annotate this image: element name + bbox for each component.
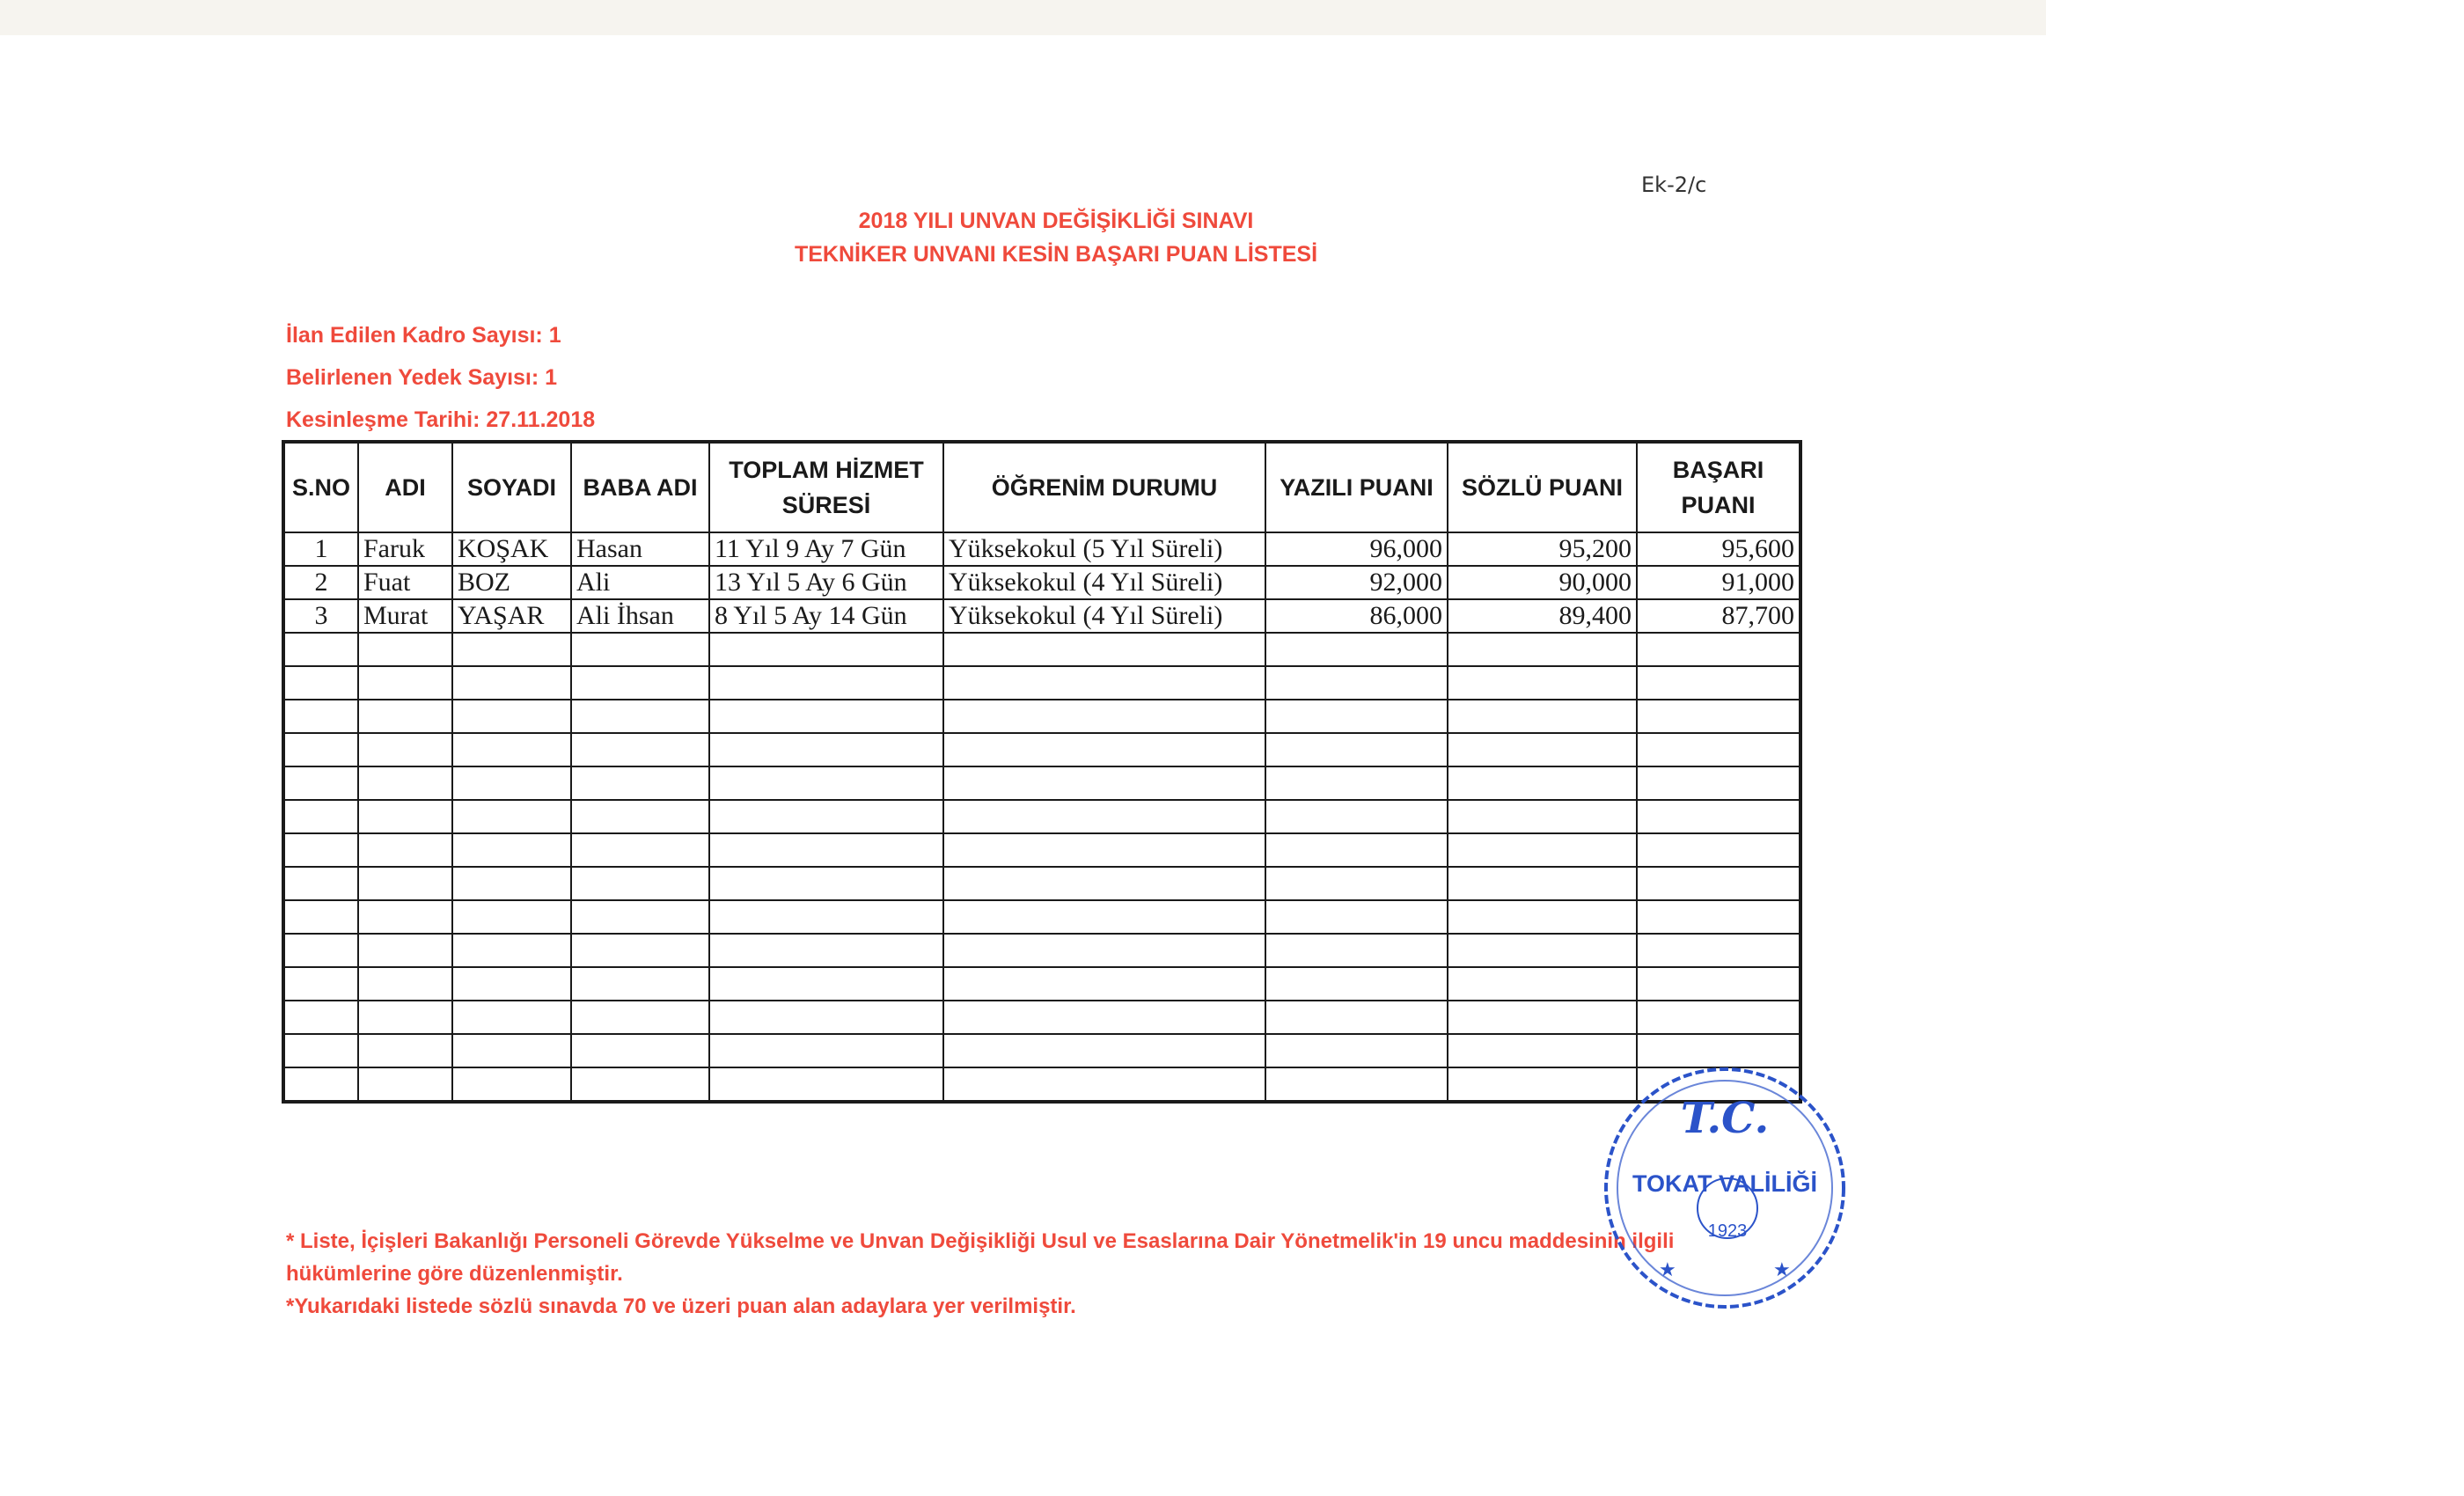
empty-cell	[943, 934, 1265, 967]
empty-cell	[943, 633, 1265, 666]
empty-cell	[283, 833, 358, 867]
cell-yazili-puani: 86,000	[1265, 599, 1448, 633]
empty-cell	[571, 766, 709, 800]
empty-cell	[1265, 1067, 1448, 1102]
empty-cell	[571, 733, 709, 766]
empty-cell	[283, 900, 358, 934]
empty-cell	[1637, 867, 1800, 900]
empty-cell	[358, 867, 452, 900]
cell-sno: 3	[283, 599, 358, 633]
empty-cell	[358, 666, 452, 700]
document-title: 2018 YILI UNVAN DEĞİŞİKLİĞİ SINAVI	[858, 209, 1254, 233]
finalization-date: Kesinleşme Tarihi: 27.11.2018	[286, 407, 596, 432]
empty-cell	[358, 766, 452, 800]
empty-cell	[1448, 666, 1637, 700]
table-row-empty	[283, 766, 1800, 800]
empty-cell	[709, 633, 943, 666]
empty-cell	[709, 900, 943, 934]
empty-cell	[1448, 833, 1637, 867]
table-row-empty	[283, 666, 1800, 700]
empty-cell	[571, 833, 709, 867]
header-sno: S.NO	[283, 442, 358, 532]
empty-cell	[709, 766, 943, 800]
cell-yazili-puani: 96,000	[1265, 532, 1448, 566]
annex-label: Ek-2/c	[1641, 172, 1707, 197]
empty-cell	[358, 1067, 452, 1102]
empty-cell	[709, 1001, 943, 1034]
cell-basari-puani: 87,700	[1637, 599, 1800, 633]
empty-cell	[571, 967, 709, 1001]
empty-cell	[709, 666, 943, 700]
table-row	[283, 566, 1800, 599]
empty-cell	[943, 967, 1265, 1001]
kadro-count: İlan Edilen Kadro Sayısı: 1	[286, 323, 561, 348]
table-row-empty	[283, 833, 1800, 867]
header-ogrenim-durumu: ÖĞRENİM DURUMU	[943, 442, 1265, 532]
empty-cell	[571, 800, 709, 833]
empty-cell	[1448, 733, 1637, 766]
empty-cell	[283, 666, 358, 700]
empty-cell	[571, 700, 709, 733]
empty-cell	[1265, 633, 1448, 666]
table-row-empty	[283, 800, 1800, 833]
empty-cell	[1637, 833, 1800, 867]
empty-cell	[283, 633, 358, 666]
empty-cell	[1448, 900, 1637, 934]
empty-cell	[283, 766, 358, 800]
scan-top-band	[0, 0, 2046, 35]
empty-cell	[283, 967, 358, 1001]
empty-cell	[1637, 934, 1800, 967]
empty-cell	[943, 833, 1265, 867]
empty-cell	[709, 800, 943, 833]
empty-cell	[1265, 934, 1448, 967]
cell-sozlu-puani: 90,000	[1448, 566, 1637, 599]
empty-cell	[1637, 967, 1800, 1001]
empty-cell	[1637, 900, 1800, 934]
empty-cell	[1448, 967, 1637, 1001]
cell-soyadi: YAŞAR	[452, 599, 571, 633]
empty-cell	[571, 1067, 709, 1102]
empty-cell	[1265, 900, 1448, 934]
cell-hizmet-suresi: 11 Yıl 9 Ay 7 Gün	[709, 532, 943, 566]
empty-cell	[1637, 1001, 1800, 1034]
cell-adi: Faruk	[358, 532, 452, 566]
empty-cell	[571, 934, 709, 967]
cell-sozlu-puani: 95,200	[1448, 532, 1637, 566]
cell-hizmet-suresi: 13 Yıl 5 Ay 6 Gün	[709, 566, 943, 599]
cell-ogrenim-durumu: Yüksekokul (4 Yıl Süreli)	[943, 566, 1265, 599]
empty-cell	[452, 766, 571, 800]
empty-cell	[1265, 733, 1448, 766]
empty-cell	[358, 1001, 452, 1034]
empty-cell	[283, 867, 358, 900]
empty-cell	[1637, 766, 1800, 800]
empty-cell	[1448, 934, 1637, 967]
footnote-regulation: * Liste, İçişleri Bakanlığı Personeli Görevde Yükselme ve Unvan Değişikliği Usul ve Esaslarına Dair Yönetmelik'in 19 uncu maddesinin ilgili	[286, 1229, 1675, 1253]
empty-cell	[452, 800, 571, 833]
empty-cell	[358, 800, 452, 833]
cell-yazili-puani: 92,000	[1265, 566, 1448, 599]
empty-cell	[452, 833, 571, 867]
empty-cell	[1265, 700, 1448, 733]
document-subtitle: TEKNİKER UNVANI KESİN BAŞARI PUAN LİSTESİ	[794, 242, 1318, 267]
empty-cell	[943, 1001, 1265, 1034]
table-row-empty	[283, 733, 1800, 766]
empty-cell	[1448, 1001, 1637, 1034]
cell-basari-puani: 95,600	[1637, 532, 1800, 566]
header-yazili-puani: YAZILI PUANI	[1265, 442, 1448, 532]
table-row-empty	[283, 700, 1800, 733]
empty-cell	[283, 700, 358, 733]
table-row-empty	[283, 867, 1800, 900]
empty-cell	[709, 733, 943, 766]
empty-cell	[943, 700, 1265, 733]
empty-cell	[1637, 633, 1800, 666]
results-table	[282, 440, 1802, 1104]
cell-sozlu-puani: 89,400	[1448, 599, 1637, 633]
empty-cell	[1448, 633, 1637, 666]
empty-cell	[571, 633, 709, 666]
empty-cell	[452, 700, 571, 733]
empty-cell	[1637, 733, 1800, 766]
empty-cell	[943, 1034, 1265, 1067]
empty-cell	[1637, 700, 1800, 733]
cell-baba-adi: Ali İhsan	[571, 599, 709, 633]
empty-cell	[709, 1067, 943, 1102]
empty-cell	[1265, 833, 1448, 867]
empty-cell	[943, 1067, 1265, 1102]
empty-cell	[571, 666, 709, 700]
empty-cell	[452, 934, 571, 967]
table-row-empty	[283, 934, 1800, 967]
scan-right-margin	[2046, 0, 2464, 1496]
header-basari-puani: BAŞARI PUANI	[1637, 442, 1800, 532]
table-row-empty	[283, 1034, 1800, 1067]
empty-cell	[1637, 800, 1800, 833]
empty-cell	[358, 1034, 452, 1067]
empty-cell	[358, 633, 452, 666]
empty-cell	[452, 1001, 571, 1034]
empty-cell	[709, 1034, 943, 1067]
cell-baba-adi: Hasan	[571, 532, 709, 566]
empty-cell	[358, 700, 452, 733]
empty-cell	[358, 900, 452, 934]
empty-cell	[283, 800, 358, 833]
header-sozlu-puani: SÖZLÜ PUANI	[1448, 442, 1637, 532]
cell-sno: 1	[283, 532, 358, 566]
empty-cell	[1265, 867, 1448, 900]
empty-cell	[1448, 867, 1637, 900]
footnote-oral-exam: *Yukarıdaki listede sözlü sınavda 70 ve üzeri puan alan adaylara yer verilmiştir.	[286, 1294, 1076, 1318]
empty-cell	[452, 867, 571, 900]
empty-cell	[358, 833, 452, 867]
header-hizmet-suresi: TOPLAM HİZMET SÜRESİ	[709, 442, 943, 532]
empty-cell	[452, 1067, 571, 1102]
empty-cell	[1448, 800, 1637, 833]
empty-cell	[709, 934, 943, 967]
cell-sno: 2	[283, 566, 358, 599]
cell-soyadi: KOŞAK	[452, 532, 571, 566]
empty-cell	[943, 766, 1265, 800]
table-body	[283, 532, 1800, 1102]
empty-cell	[943, 800, 1265, 833]
table-row	[283, 599, 1800, 633]
cell-hizmet-suresi: 8 Yıl 5 Ay 14 Gün	[709, 599, 943, 633]
cell-adi: Murat	[358, 599, 452, 633]
seal-initials: T.C.	[1680, 1094, 1770, 1143]
empty-cell	[283, 1001, 358, 1034]
seal-year: 1923	[1707, 1221, 1748, 1241]
empty-cell	[358, 733, 452, 766]
svg-text:★: ★	[1659, 1259, 1676, 1281]
empty-cell	[452, 633, 571, 666]
empty-cell	[1265, 1001, 1448, 1034]
empty-cell	[943, 733, 1265, 766]
header-adi: ADI	[358, 442, 452, 532]
empty-cell	[571, 900, 709, 934]
table-row-empty	[283, 1067, 1800, 1102]
empty-cell	[1265, 666, 1448, 700]
table-row-empty	[283, 633, 1800, 666]
empty-cell	[452, 900, 571, 934]
empty-cell	[943, 666, 1265, 700]
yedek-count: Belirlenen Yedek Sayısı: 1	[286, 365, 558, 390]
empty-cell	[358, 934, 452, 967]
table-row	[283, 532, 1800, 566]
table-row-empty	[283, 900, 1800, 934]
cell-adi: Fuat	[358, 566, 452, 599]
empty-cell	[1448, 700, 1637, 733]
empty-cell	[283, 934, 358, 967]
empty-cell	[283, 1067, 358, 1102]
empty-cell	[1637, 666, 1800, 700]
cell-soyadi: BOZ	[452, 566, 571, 599]
empty-cell	[452, 666, 571, 700]
empty-cell	[283, 1034, 358, 1067]
cell-basari-puani: 91,000	[1637, 566, 1800, 599]
empty-cell	[943, 900, 1265, 934]
header-soyadi: SOYADI	[452, 442, 571, 532]
empty-cell	[1265, 766, 1448, 800]
footnote-regulation-cont: hükümlerine göre düzenlenmiştir.	[286, 1262, 623, 1286]
empty-cell	[709, 833, 943, 867]
cell-baba-adi: Ali	[571, 566, 709, 599]
cell-ogrenim-durumu: Yüksekokul (5 Yıl Süreli)	[943, 532, 1265, 566]
cell-ogrenim-durumu: Yüksekokul (4 Yıl Süreli)	[943, 599, 1265, 633]
svg-text:★: ★	[1773, 1259, 1791, 1281]
empty-cell	[571, 1001, 709, 1034]
table-row-empty	[283, 967, 1800, 1001]
empty-cell	[1448, 766, 1637, 800]
empty-cell	[943, 867, 1265, 900]
empty-cell	[358, 967, 452, 1001]
empty-cell	[1265, 1034, 1448, 1067]
footnotes	[286, 1225, 1729, 1323]
empty-cell	[571, 1034, 709, 1067]
empty-cell	[1265, 967, 1448, 1001]
empty-cell	[1265, 800, 1448, 833]
official-seal	[1597, 1060, 1852, 1316]
empty-cell	[452, 733, 571, 766]
empty-cell	[571, 867, 709, 900]
table-row-empty	[283, 1001, 1800, 1034]
empty-cell	[709, 700, 943, 733]
empty-cell	[709, 867, 943, 900]
empty-cell	[283, 733, 358, 766]
empty-cell	[452, 1034, 571, 1067]
table-header-row	[283, 442, 1800, 532]
seal-text: TOKAT VALİLİĞİ	[1632, 1170, 1817, 1197]
header-baba-adi: BABA ADI	[571, 442, 709, 532]
empty-cell	[709, 967, 943, 1001]
empty-cell	[452, 967, 571, 1001]
